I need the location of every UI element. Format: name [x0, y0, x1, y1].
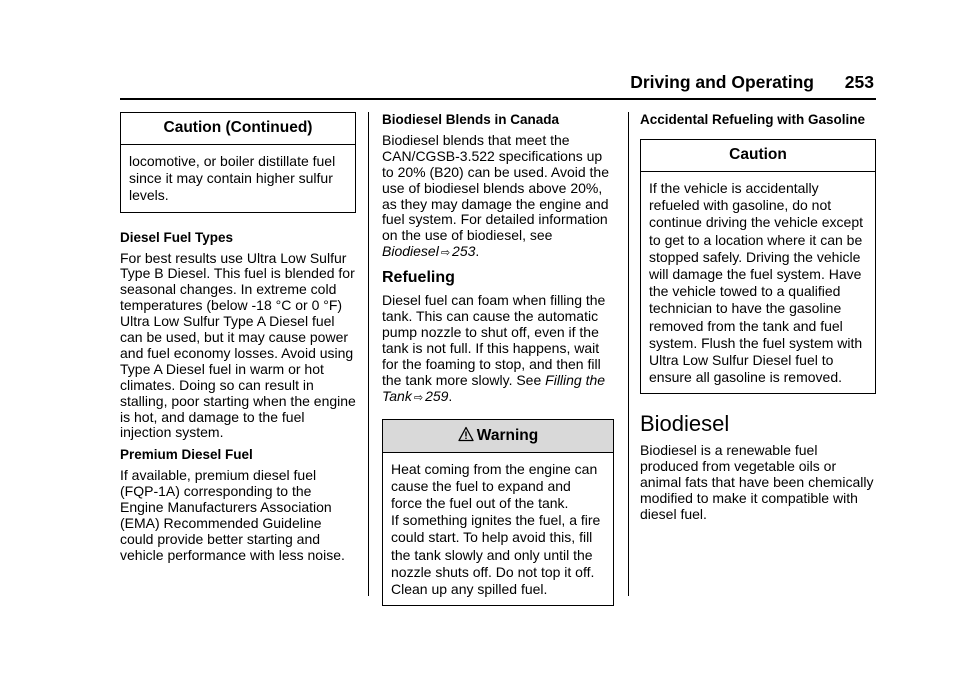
page-header: [120, 70, 876, 100]
biodiesel-text: Biodiesel is a renewable fuel produced from vegetable oils or animal fats that have been chemically modified to make it compatible with diesel fuel.: [640, 442, 874, 522]
column-left: [120, 112, 356, 570]
page-number: 253: [844, 72, 874, 92]
caution-text: If the vehicle is accidentally refueled with gasoline, do not continue driving the vehicle except to get to a location where it can be stopped safely. Driving the vehicle will damage the fuel system. Have the vehicle towed to a qualified technician to have the gasoline removed from the tank and fuel system. Flush the fuel system with Ultra Low Sulfur Diesel fuel to ensure all gasoline is removed.: [649, 179, 864, 386]
caution-continued-title: Caution (Continued): [121, 113, 355, 145]
warning-text-1: Heat coming from the engine can cause the fuel to expand and force the fuel out of the tank.: [391, 460, 598, 511]
section-title: Driving and Operating: [630, 72, 814, 92]
column-divider: [368, 112, 369, 596]
warning-triangle-icon: [458, 426, 474, 442]
accidental-refueling-heading: Accidental Refueling with Gasoline: [640, 112, 866, 127]
warning-title-bar: [383, 420, 613, 453]
caution-title: Caution: [641, 140, 875, 172]
caution-continued-text: locomotive, or boiler distillate fuel since it may contain higher sulfur levels.: [129, 153, 336, 204]
biodiesel-canada-paragraph: Biodiesel blends that meet the CAN/CGSB-3.522 specifications up to 20% (B20) can be used. Avoid the use of biodiesel blends above 20%, as they may damage the engine and fuel system. For detailed information on the use of biodiesel, see Biodiesel ⇨ 253.: [382, 131, 610, 260]
premium-diesel-text: If available, premium diesel fuel (FQP-1A) corresponding to the Engine Manufacturers Association (EMA) Recommended Guideline could provide better starting and vehicle performance with less noise.: [120, 467, 345, 563]
biodiesel-link[interactable]: Biodiesel: [382, 243, 439, 260]
biodiesel-heading: Biodiesel: [640, 411, 730, 437]
biodiesel-canada-text: Biodiesel blends that meet the CAN/CGSB-3.522 specifications up to 20% (B20) can be used. Avoid the use of biodiesel blends above 20%, as they may damage the engine and fuel system. For detailed information on the use of biodiesel, see: [382, 131, 610, 244]
caution-box: [640, 139, 876, 394]
page-reference-arrow-icon: ⇨: [413, 391, 424, 404]
biodiesel-canada-heading: Biodiesel Blends in Canada: [382, 112, 560, 127]
page-reference-arrow-icon: ⇨: [440, 247, 451, 260]
warning-body: [383, 453, 613, 606]
refueling-text: Diesel fuel can foam when filling the tank. This can cause the automatic pump nozzle to shut off, even if the tank is not full. If this happens, wait for the foaming to stop, and then fill the tank more slowly. See: [382, 292, 606, 388]
biodiesel-page-ref[interactable]: 253: [452, 243, 476, 260]
filling-tank-link[interactable]: Filling the Tank: [382, 371, 606, 404]
refueling-heading: Refueling: [382, 269, 455, 287]
warning-box: [382, 419, 614, 607]
column-divider: [628, 112, 629, 596]
column-right: [640, 112, 876, 529]
refueling-paragraph: Diesel fuel can foam when filling the tank. This can cause the automatic pump nozzle to shut off, even if the tank is not full. If this happens, wait for the foaming to stop, and then fill the tank more slowly. See Filling the Tank ⇨ 259.: [382, 292, 606, 404]
column-middle: [382, 112, 614, 623]
caution-continued-box: [120, 112, 356, 213]
warning-text-2: If something ignites the fuel, a fire could start. To help avoid this, fill the tank slowly and only until the nozzle shuts off. Do not top it off. Clean up any spilled fuel.: [391, 512, 601, 597]
diesel-fuel-types-heading: Diesel Fuel Types: [120, 229, 234, 245]
filling-tank-page-ref[interactable]: 259: [425, 387, 449, 404]
premium-diesel-heading: Premium Diesel Fuel: [120, 447, 253, 463]
diesel-fuel-types-text: For best results use Ultra Low Sulfur Type B Diesel. This fuel is blended for seasonal changes. In extreme cold temperatures (below -18 °C or 0 °F) Ultra Low Sulfur Type A Diesel fuel can be used, but it may cause power and fuel economy losses. Avoid using Type A Diesel fuel in warm or hot climates. Doing so can result in stalling, poor starting when the engine is hot, and damage to the fuel injection system.: [120, 249, 356, 441]
warning-title: Warning: [476, 426, 539, 444]
